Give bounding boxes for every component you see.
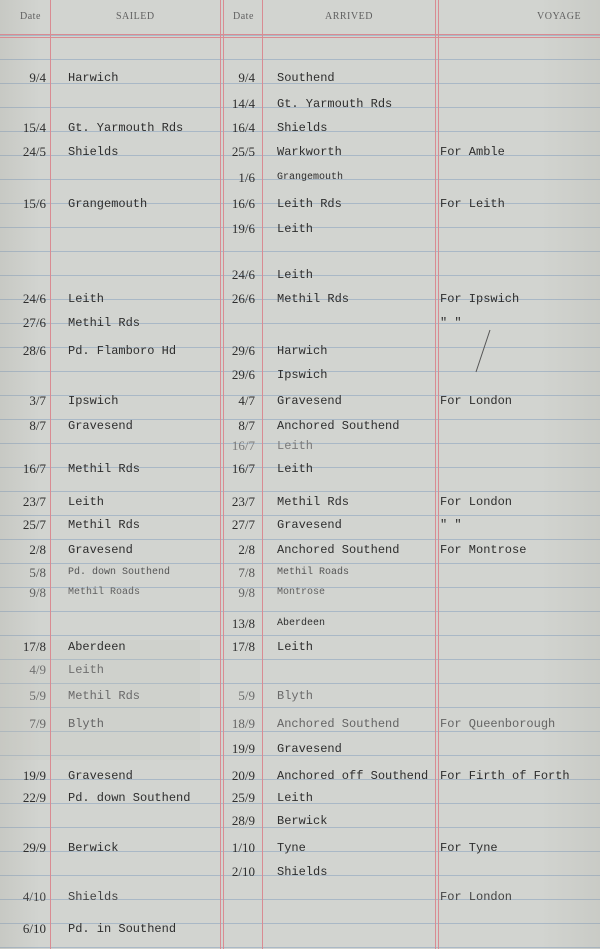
entry-sail-date: 7/9 xyxy=(29,716,46,731)
entry-arrived: Blyth xyxy=(277,689,314,703)
entry-sail-date: 24/5 xyxy=(22,144,46,159)
entry-arr-date: 29/6 xyxy=(231,343,255,358)
entry-sail-date: 5/9 xyxy=(29,688,46,703)
entry-arrived: Anchored Southend xyxy=(277,717,400,731)
entry-sailed: Methil Rds xyxy=(68,462,141,476)
entry-sailed: Methil Roads xyxy=(68,587,141,598)
entry-sail-date: 22/9 xyxy=(22,790,46,805)
entry-arr-date: 14/4 xyxy=(231,96,255,111)
entry-sailed: Berwick xyxy=(68,841,119,855)
header-sailed: SAILED xyxy=(116,11,155,22)
entry-arr-date: 1/10 xyxy=(231,840,255,855)
entry-sailed: Gravesend xyxy=(68,419,133,433)
entry-arrived: Ipswich xyxy=(277,368,328,382)
entry-arr-date: 7/8 xyxy=(238,565,255,580)
entry-arr-date: 1/6 xyxy=(238,170,255,185)
entry-voyage: For London xyxy=(440,495,513,509)
entry-sailed: Pd. down Southend xyxy=(68,567,171,578)
column-rule-arrived-voyage xyxy=(435,0,436,949)
entry-sail-date: 15/6 xyxy=(22,196,46,211)
entry-voyage: For Queenborough xyxy=(440,717,556,731)
entry-arr-date: 29/6 xyxy=(231,367,255,382)
entry-arrived: Anchored Southend xyxy=(277,543,400,557)
entry-arr-date: 24/6 xyxy=(231,267,255,282)
entry-voyage: " " xyxy=(440,316,462,330)
entry-sailed: Gt. Yarmouth Rds xyxy=(68,121,184,135)
entry-sailed: Pd. in Southend xyxy=(68,922,177,936)
entry-arrived: Gravesend xyxy=(277,394,342,408)
entry-voyage: For Ipswich xyxy=(440,292,520,306)
entry-arrived: Berwick xyxy=(277,814,328,828)
entry-sail-date: 16/7 xyxy=(22,461,46,476)
entry-sail-date: 29/9 xyxy=(22,840,46,855)
entry-arr-date: 28/9 xyxy=(231,813,255,828)
entry-sailed: Methil Rds xyxy=(68,689,141,703)
column-rule-date-arrived xyxy=(262,0,263,949)
entry-sail-date: 6/10 xyxy=(22,921,46,936)
entry-arr-date: 16/7 xyxy=(231,461,255,476)
entry-voyage: For Amble xyxy=(440,145,505,159)
entry-sailed: Methil Rds xyxy=(68,316,141,330)
entry-arr-date: 17/8 xyxy=(231,639,255,654)
entry-sailed: Ipswich xyxy=(68,394,119,408)
header-voyage: VOYAGE xyxy=(537,11,582,22)
entry-arr-date: 9/4 xyxy=(238,70,255,85)
column-rule-arrived-voyage-2 xyxy=(438,0,439,949)
entry-arrived: Shields xyxy=(277,865,328,879)
entry-sail-date: 4/9 xyxy=(29,662,46,677)
entry-sailed: Shields xyxy=(68,145,119,159)
entry-arrived: Methil Rds xyxy=(277,495,350,509)
entry-voyage: For Leith xyxy=(440,197,505,211)
entry-arr-date: 25/9 xyxy=(231,790,255,805)
entry-arrived: Leith xyxy=(277,268,314,282)
entry-arr-date: 8/7 xyxy=(238,418,255,433)
entry-sail-date: 23/7 xyxy=(22,494,46,509)
entry-arrived: Aberdeen xyxy=(277,618,326,629)
header-rule-bottom xyxy=(0,37,600,38)
entry-arr-date: 27/7 xyxy=(231,517,255,532)
entry-arr-date: 4/7 xyxy=(238,393,255,408)
entry-arr-date: 26/6 xyxy=(231,291,255,306)
entry-sail-date: 17/8 xyxy=(22,639,46,654)
entry-voyage: For London xyxy=(440,394,513,408)
entry-arr-date: 23/7 xyxy=(231,494,255,509)
column-rule-sailed-date xyxy=(220,0,221,949)
header-rule-top xyxy=(0,34,600,35)
entry-sailed: Shields xyxy=(68,890,119,904)
entry-arrived: Anchored off Southend xyxy=(277,769,429,783)
entry-arr-date: 19/9 xyxy=(231,741,255,756)
entry-sail-date: 19/9 xyxy=(22,768,46,783)
entry-voyage: For Montrose xyxy=(440,543,527,557)
entry-arrived: Methil Rds xyxy=(277,292,350,306)
entry-sail-date: 28/6 xyxy=(22,343,46,358)
entry-sailed: Harwich xyxy=(68,71,119,85)
column-rule-sailed-date-2 xyxy=(223,0,224,949)
entry-voyage: For Tyne xyxy=(440,841,498,855)
entry-voyage: For London xyxy=(440,890,513,904)
entry-sail-date: 27/6 xyxy=(22,315,46,330)
entry-arrived: Leith xyxy=(277,462,314,476)
entry-sail-date: 9/8 xyxy=(29,585,46,600)
header-arrived: ARRIVED xyxy=(325,11,373,22)
entry-arrived: Leith xyxy=(277,791,314,805)
entry-arr-date: 25/5 xyxy=(231,144,255,159)
entry-arr-date: 16/4 xyxy=(231,120,255,135)
entry-sail-date: 4/10 xyxy=(22,889,46,904)
entry-arr-date: 18/9 xyxy=(231,716,255,731)
entry-arrived: Leith xyxy=(277,640,314,654)
entry-arr-date: 5/9 xyxy=(238,688,255,703)
entry-voyage: " " xyxy=(440,518,462,532)
entry-sailed: Grangemouth xyxy=(68,197,148,211)
entry-sailed: Leith xyxy=(68,495,105,509)
entry-arrived: Gravesend xyxy=(277,742,342,756)
entry-arrived: Anchored Southend xyxy=(277,419,400,433)
entry-arr-date: 20/9 xyxy=(231,768,255,783)
entry-sailed: Leith xyxy=(68,663,105,677)
entry-arr-date: 9/8 xyxy=(238,585,255,600)
entry-arrived: Leith xyxy=(277,222,314,236)
entry-sail-date: 9/4 xyxy=(29,70,46,85)
entry-sailed: Gravesend xyxy=(68,543,133,557)
entry-arrived: Gt. Yarmouth Rds xyxy=(277,97,393,111)
entry-sail-date: 24/6 xyxy=(22,291,46,306)
entry-sailed: Aberdeen xyxy=(68,640,126,654)
entry-sail-date: 3/7 xyxy=(29,393,46,408)
entry-arr-date: 13/8 xyxy=(231,616,255,631)
entry-sailed: Blyth xyxy=(68,717,105,731)
entry-arr-date: 16/7 xyxy=(231,438,255,453)
entry-arrived: Montrose xyxy=(277,587,326,598)
entry-arrived: Warkworth xyxy=(277,145,342,159)
entry-sail-date: 25/7 xyxy=(22,517,46,532)
entry-sailed: Gravesend xyxy=(68,769,133,783)
entry-sailed: Leith xyxy=(68,292,105,306)
entry-sail-date: 15/4 xyxy=(22,120,46,135)
entry-sail-date: 8/7 xyxy=(29,418,46,433)
entry-arrived: Gravesend xyxy=(277,518,342,532)
entry-arrived: Tyne xyxy=(277,841,306,855)
entry-sail-date: 2/8 xyxy=(29,542,46,557)
entry-arrived: Harwich xyxy=(277,344,328,358)
entry-sailed: Methil Rds xyxy=(68,518,141,532)
entry-sailed: Pd. down Southend xyxy=(68,791,191,805)
entry-arrived: Leith xyxy=(277,439,314,453)
entry-arrived: Southend xyxy=(277,71,335,85)
entry-sail-date: 5/8 xyxy=(29,565,46,580)
entry-arr-date: 19/6 xyxy=(231,221,255,236)
entry-arr-date: 2/10 xyxy=(231,864,255,879)
entry-arrived: Shields xyxy=(277,121,328,135)
header-date-sailed: Date xyxy=(20,11,41,22)
entry-sailed: Pd. Flamboro Hd xyxy=(68,344,177,358)
entry-arrived: Methil Roads xyxy=(277,567,350,578)
entry-arr-date: 2/8 xyxy=(238,542,255,557)
header-date-arrived: Date xyxy=(233,11,254,22)
column-rule-date-sailed xyxy=(50,0,51,949)
entry-arrived: Leith Rds xyxy=(277,197,342,211)
entry-arrived: Grangemouth xyxy=(277,172,344,183)
entry-arr-date: 16/6 xyxy=(231,196,255,211)
entry-voyage: For Firth of Forth xyxy=(440,769,570,783)
